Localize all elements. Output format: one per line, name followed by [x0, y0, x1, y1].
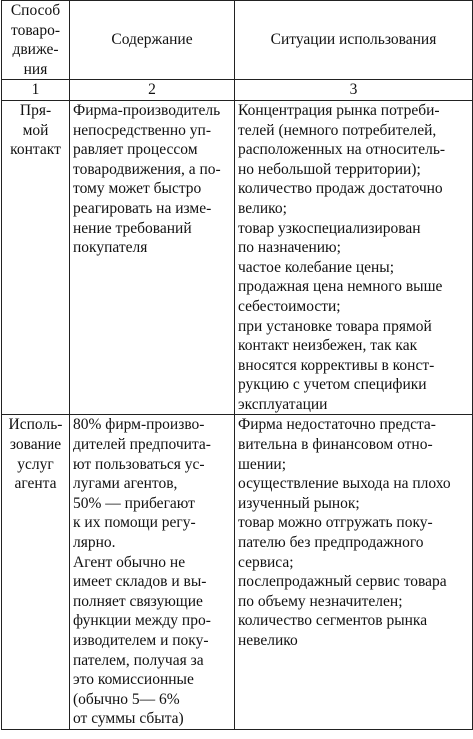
- table-row: [2, 415, 473, 730]
- content-line: к их помощи регу-: [73, 514, 196, 532]
- column-number-cell: 1: [2, 80, 70, 101]
- content-line: (обычно 5— 6%: [73, 690, 180, 708]
- method-line: мой: [22, 121, 49, 139]
- content-line: покупателя: [73, 239, 148, 257]
- content-line: лярно.: [73, 534, 116, 552]
- table-row: [2, 100, 473, 415]
- content-line: изводителем и поку-: [73, 632, 209, 649]
- situation-line: товар узкоспециализирован: [238, 219, 421, 237]
- content-line: пателем, получая за: [73, 651, 204, 669]
- content-line: равляет процессом: [73, 141, 198, 159]
- header-method-line: движе-: [12, 41, 59, 59]
- content-line: нение требований: [73, 219, 192, 237]
- situation-line: рукцию с учетом специфики: [238, 376, 427, 394]
- header-content-cell: [70, 1, 235, 80]
- column-number-cell: 3: [235, 80, 473, 101]
- column-number-cell: 2: [70, 80, 235, 101]
- header-method-line: Способ: [10, 2, 61, 19]
- method-cell: [2, 415, 70, 730]
- content-line: непосредственно уп-: [73, 121, 211, 139]
- situation-line: количество продаж достаточно: [238, 180, 443, 198]
- header-method-line: ния: [23, 60, 48, 78]
- content-line: лугами агентов,: [73, 475, 178, 493]
- content-line: Агент обычно не: [73, 553, 186, 571]
- header-situations-cell: [235, 1, 473, 80]
- header-row: [2, 1, 473, 80]
- content-line: тому может быстро: [73, 180, 202, 198]
- content-line: имеет складов и вы-: [73, 573, 207, 591]
- column-numbers-row: [2, 80, 473, 101]
- content-line: 50% — прибегают: [73, 494, 195, 512]
- content-line: Фирма-производитель: [73, 101, 221, 119]
- header-method-line: товаро-: [11, 21, 60, 39]
- method-line: контакт: [10, 141, 61, 159]
- situation-line: контакт неизбежен, так как: [238, 337, 418, 355]
- situation-line: вительна в финансовом отно-: [238, 436, 433, 454]
- content-line: ют пользоваться ус-: [73, 455, 205, 473]
- content-line: товародвижения, а по-: [73, 160, 221, 178]
- content-line: полняет связующие: [73, 592, 203, 610]
- situation-line: телей (немного потребителей,: [238, 121, 437, 139]
- header-situations-label: Ситуации использования: [270, 31, 437, 49]
- situation-line: при установке товара прямой: [238, 317, 432, 335]
- situation-line: себестоимости;: [238, 297, 341, 315]
- method-line: агента: [14, 475, 57, 493]
- situation-line: изученный рынок;: [238, 494, 360, 512]
- situation-line: невелико: [238, 632, 298, 649]
- situation-line: по объему незначителен;: [238, 592, 403, 610]
- header-method-cell: [2, 1, 70, 80]
- situation-line: но небольшой территории);: [238, 160, 421, 178]
- content-cell: [70, 100, 235, 415]
- situation-line: осуществление выхода на плохо: [238, 475, 451, 493]
- situation-line: расположенных на относитель-: [238, 141, 446, 159]
- situation-line: эксплуатации: [238, 395, 328, 413]
- situation-line: частое колебание цены;: [238, 258, 395, 276]
- method-cell: [2, 100, 70, 415]
- situations-cell: [235, 100, 473, 415]
- situation-line: вносятся коррективы в конст-: [238, 356, 435, 374]
- method-line: Пря-: [19, 101, 52, 119]
- distribution-methods-table: [1, 0, 473, 730]
- method-line: Исполь-: [8, 416, 63, 434]
- situation-line: Концентрация рынка потреби-: [238, 101, 440, 119]
- method-line: зование: [9, 436, 62, 454]
- content-line: 80% фирм-произво-: [73, 416, 205, 434]
- header-method-text: [5, 1, 66, 79]
- situation-line: пателю без предпродажного: [238, 534, 424, 552]
- content-line: это комиссионные: [73, 671, 194, 689]
- situation-line: количество сегментов рынка: [238, 612, 428, 630]
- situations-cell: [235, 415, 473, 730]
- method-line: услуг: [17, 455, 54, 473]
- situation-line: по назначению;: [238, 239, 341, 257]
- situation-line: Фирма недостаточно предста-: [238, 416, 436, 434]
- situation-line: шении;: [238, 455, 287, 473]
- situation-line: товар можно отгружать поку-: [238, 514, 433, 532]
- content-line: функции между про-: [73, 612, 211, 630]
- situation-line: сервиса;: [238, 553, 294, 571]
- header-content-label: Содержание: [111, 31, 193, 49]
- content-line: дителей предпочита-: [73, 436, 211, 454]
- situation-line: продажная цена немного выше: [238, 278, 443, 296]
- content-line: от суммы сбыта): [73, 710, 184, 728]
- situation-line: велико;: [238, 199, 287, 217]
- content-cell: [70, 415, 235, 730]
- situation-line: послепродажный сервис товара: [238, 573, 447, 591]
- content-line: реагировать на изме-: [73, 199, 212, 217]
